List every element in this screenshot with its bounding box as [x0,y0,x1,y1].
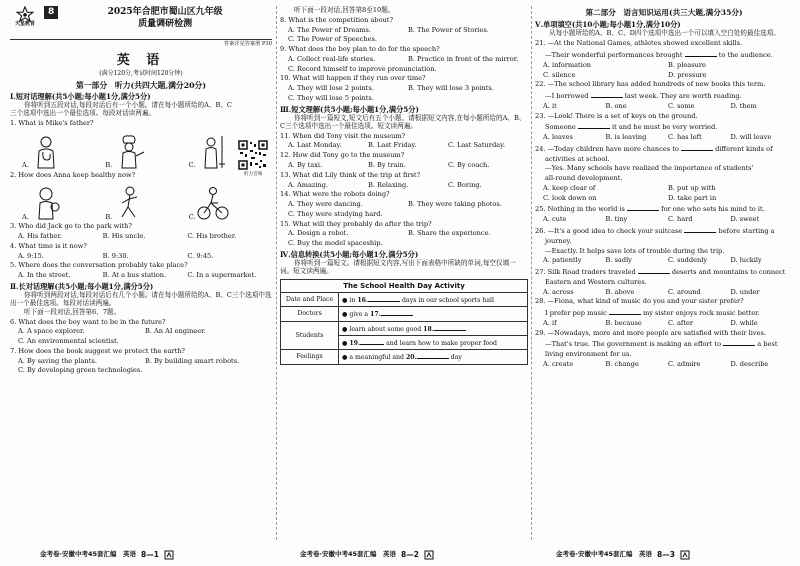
q22-option-c[interactable]: C. some [668,101,695,110]
row-text: ● a meaningful and [342,354,405,362]
section3-title: Ⅲ.短文理解(共5小题;每小题1分,满分5分) [280,104,419,114]
q8-option-c[interactable]: C. The Power of Speeches. [288,35,377,44]
q13-option-a[interactable]: A. Amazing. [288,180,329,189]
question-text: Someone [545,123,576,132]
q2-option-c[interactable] [189,185,272,221]
question-13-options [280,182,528,190]
question-text: 25. Nothing in the world is [535,205,625,214]
column-divider-2 [531,6,532,540]
question-text: I prefer pop music [545,309,607,318]
section5-title: Ⅴ.单项填空(共10小题;每小题1分,满分10分) [535,19,681,29]
row-label-students: Students [281,321,339,350]
question-28-reply [535,308,793,318]
q2-option-a[interactable] [22,185,105,221]
question-11-options [280,142,528,150]
footer-page-3 [556,550,690,560]
section1-title: Ⅰ.短对话理解(共5小题;每小题1分,满分5分) [10,91,151,101]
question-23: 23. —Look! There is a set of keys on the ground. [535,111,698,120]
q4-option-b[interactable]: B. 9:30. [102,251,129,260]
q7-option-c[interactable]: C. By developing green technologies. [18,366,143,375]
row-content-students-a [339,321,528,335]
question-1-pictures [10,130,272,170]
q29-option-b[interactable]: B. change [605,359,639,368]
part1-title: 第一部分 听力(共四大题,满分20分) [75,80,207,90]
section4-title: Ⅳ.信息转换(共5小题;每小题1分,满分5分) [280,249,419,259]
q28-option-a[interactable]: A. if [543,318,557,327]
question-text: a best [757,340,778,349]
question-24-options-2 [535,195,793,203]
q24-option-d[interactable]: D. take part in [668,193,717,202]
q5-option-c[interactable]: C. In a supermarket. [187,271,257,280]
row-content-date-place [339,293,528,307]
question-text: to the audience. [718,50,773,59]
q7-option-b[interactable]: B. By building smart robots. [145,356,240,365]
q12-option-c[interactable]: C. By coach. [448,160,490,169]
q22-option-d[interactable]: D. them [730,101,757,110]
footer-text: 金考卷·安徽中考45套汇编 英语 [300,550,397,559]
q23-option-b[interactable]: B. is leaving [605,133,647,142]
answer-blank-16[interactable] [368,295,400,302]
question-14-option-c-row [280,211,528,219]
q23-option-a[interactable]: A. leaves [543,133,573,142]
paper-number-badge: 8 [44,6,58,19]
column-3 [535,6,793,540]
q25-option-a[interactable]: A. cute [543,215,567,224]
q10-option-c[interactable]: C. They will lose 5 points. [288,93,374,102]
exam-title-line2: 质量调研检测 [138,19,193,30]
answer-blank-24[interactable] [681,144,713,151]
question-21: 21. —At the National Games, athletes showed excellent skills. [535,39,743,48]
question-25-options [535,216,793,224]
table-row [281,350,528,364]
star-logo-icon [16,6,34,22]
q23-option-c[interactable]: C. has left [668,133,702,142]
chef-icon [112,134,146,170]
qr-code-label: 听力音频 [243,172,263,177]
column-1 [10,6,272,540]
q9-option-b[interactable]: B. Practice in front of the mirror. [408,54,519,63]
footer-page-1 [40,550,174,560]
q3-option-c[interactable]: C. His brother. [187,232,237,241]
answer-reference: 答案详见答案册 P30 [223,41,272,47]
question-text: my sister enjoys rock music better. [642,309,760,318]
answer-blank-19[interactable] [360,338,384,345]
q14-option-b[interactable]: B. They were taking photos. [408,200,502,209]
q27-option-a[interactable]: A. across [543,287,574,296]
q28-option-d[interactable]: D. while [730,318,758,327]
footer-page-2 [300,550,434,560]
row-text: ● in [342,297,356,305]
question-26-line2: journey. [545,236,572,245]
question-8-options [280,27,528,35]
q28-option-c[interactable]: C. after [668,318,694,327]
question-28-options [535,320,793,328]
question-22-reply [535,91,793,101]
q26-option-d[interactable]: D. luckily [730,256,762,265]
question-9-options [280,56,528,64]
question-7-options [10,358,272,366]
q21-option-c[interactable]: C. silence [543,70,576,79]
option-letter: A. [22,212,29,221]
q14-option-a[interactable]: A. They were dancing. [288,200,363,209]
blank-number: 16. [357,297,369,305]
answer-blank-21[interactable] [685,50,717,57]
girl-eating-icon [29,185,63,221]
question-7: 7. How does the book suggest we protect the earth? [10,346,185,355]
question-text: different kinds of [715,144,773,153]
q3-option-b[interactable]: B. His uncle. [102,232,146,241]
q5-option-a[interactable]: A. In the street. [18,271,71,280]
question-6: 6. What does the boy want to be in the future? [10,317,166,326]
question-13: 13. What did Lily think of the trip at first? [280,170,421,179]
q11-option-c[interactable]: C. Last Saturday. [448,141,506,150]
question-12: 12. How did Tony go to the museum? [280,151,405,160]
cycling-icon [196,185,230,221]
q5-option-b[interactable]: B. At a bus station. [102,271,167,280]
question-21-options-2 [535,72,793,80]
question-4: 4. What time is it now? [10,241,87,250]
gold-exam-logo-icon [424,550,434,560]
question-2: 2. How does Anna keep healthy now? [10,170,136,179]
q6-option-b[interactable]: B. An AI engineer. [145,327,206,336]
doctor-icon [29,134,63,170]
q26-option-a[interactable]: A. patiently [543,256,582,265]
row-text: day [450,354,462,362]
blank-number: 19. [349,340,361,348]
q24-option-c[interactable]: C. look down on [543,193,597,202]
q6-option-c[interactable]: C. An environmental scientist. [18,337,119,346]
question-10: 10. What will happen if they run over time? [280,74,426,83]
blank-number: 17. [370,311,381,319]
q29-option-a[interactable]: A. create [543,359,574,368]
question-24-line2: activities at school. [545,154,610,163]
q11-option-b[interactable]: B. Last Friday. [368,141,417,150]
question-26-options [535,257,793,265]
question-text: 27. Silk Road traders traveled [535,268,636,277]
option-letter: A. [22,160,29,169]
farmer-icon [196,134,230,170]
brand-name: 天星教育 [14,21,35,27]
q13-option-b[interactable]: B. Relaxing. [368,180,409,189]
table-row [281,307,528,321]
question-11: 11. When did Tony visit the museum? [280,131,406,140]
q13-option-c[interactable]: C. Boring. [448,180,482,189]
q10-option-b[interactable]: B. They will lose 3 points. [408,84,494,93]
question-29-line3: living environment for us. [545,350,632,359]
answer-blank-25[interactable] [627,204,659,211]
question-9-option-c-row [280,66,528,74]
answer-blank-17[interactable] [381,309,413,316]
table-row [281,293,528,307]
q1-option-a[interactable] [22,134,105,170]
column-2 [280,6,528,540]
footer-text: 金考卷·安徽中考45套汇编 英语 [40,550,137,559]
answer-blank-29[interactable] [723,339,755,346]
question-15-options [280,230,528,238]
q2-option-b[interactable] [105,185,188,221]
question-1: 1. What is Mike's father? [10,118,94,127]
question-29-reply [535,339,793,349]
section1-instructions: 你将听到五段对话,每段对话后有一个小题。请在每小题所给的A、B、C三个选项中选出一个最佳选项。每段对话读两遍。 [10,101,232,117]
question-text: for one who sets his mind to it. [661,205,765,214]
question-27-line2: Eastern and Western cultures. [545,277,647,286]
q27-option-d[interactable]: D. under [730,287,760,296]
question-text: 26. —It's a good idea to check your suitcase [535,226,683,235]
q4-option-c[interactable]: C. 9:45. [187,251,214,260]
part2-title: 第二部分 语言知识运用(共三大题,满分35分) [585,8,743,17]
q25-option-c[interactable]: C. hard [668,215,693,224]
question-6-option-c-row [10,338,272,346]
q9-option-c[interactable]: C. Record himself to improve pronunciation. [288,64,437,73]
q26-option-c[interactable]: C. suddenly [668,256,708,265]
answer-blank-27[interactable] [638,267,670,274]
exam-title-line1: 2025年合肥市蜀山区九年级 [107,7,223,17]
q23-option-d[interactable]: D. will leave [730,133,772,142]
question-21-options [535,62,793,70]
q29-option-c[interactable]: C. admire [668,359,701,368]
q7-option-a[interactable]: A. By saving the plants. [18,356,97,365]
row-text: and learn how to make proper food [386,340,497,348]
q22-option-a[interactable]: A. it [543,101,557,110]
section2-subinstruction: 听下面一段对话,回答第6、7题。 [24,307,121,316]
question-3: 3. Who did Jack go to the park with? [10,222,132,231]
question-5: 5. Where does the conversation probably take place? [10,261,188,270]
q24-option-a[interactable]: A. keep clear of [543,183,596,192]
question-8-option-c-row [280,36,528,44]
answer-blank-23[interactable] [578,122,610,129]
question-text: —I borrowed [545,92,589,101]
girl-running-icon [112,185,146,221]
q25-option-d[interactable]: D. sweet [730,215,760,224]
question-text: —Their wonderful performances brought [545,50,683,59]
question-text: deserts and mountains to connect [671,268,786,277]
q21-option-a[interactable]: A. information [543,60,592,69]
question-text: —That's true. The government is making an effort to [545,340,722,349]
question-22-options [535,103,793,111]
question-23-options [535,134,793,142]
q26-option-b[interactable]: B. sadly [605,256,632,265]
footer-page-number: 8—3 [657,549,675,559]
question-22: 22. —The school library has added hundreds of new books this term. [535,80,766,89]
q3-option-a[interactable]: A. His father. [18,232,62,241]
subject-title: 英 语 [116,53,166,69]
q12-option-b[interactable]: B. By train. [368,160,406,169]
q27-option-c[interactable]: C. around [668,287,701,296]
question-15: 15. What will they probably do after the trip? [280,219,432,228]
q10-option-a[interactable]: A. They will lose 2 points. [288,84,374,93]
question-5-options [10,272,272,280]
row-text: days in our school sports hall [402,297,495,305]
section5-instructions: 从每小题所给的A、B、C、D四个选项中选出一个可以填入空白处的最佳选项。 [549,29,780,38]
question-21-reply [535,50,793,60]
score-note: (满分120分,考试时间120分钟) [99,70,183,78]
row-content-students-b [339,336,528,350]
question-14-options [280,201,528,209]
question-12-options [280,162,528,170]
q27-option-b[interactable]: B. above [605,287,635,296]
question-24-reply: —Yes. Many schools have realized the importance of students' [545,164,754,173]
answer-blank-28[interactable] [609,308,641,315]
section2-title: Ⅱ.长对话理解(共5小题;每小题1分,满分5分) [10,281,154,291]
question-3-options [10,233,272,241]
question-9: 9. What does the boy plan to do for the speech? [280,45,440,54]
q15-option-a[interactable]: A. Design a robot. [288,229,349,238]
q9-option-a[interactable]: A. Collect real-life stories. [288,54,376,63]
option-letter: B. [105,160,113,169]
q8-option-b[interactable]: B. The Power of Stories. [408,25,489,34]
footer-text: 金考卷·安徽中考45套汇编 英语 [556,550,653,559]
question-7-option-c-row [10,367,272,375]
row-label-doctors: Doctors [281,307,339,321]
question-text: 24. —Today children have more chances to [535,144,679,153]
question-23-reply [535,122,793,132]
question-10-option-c-row [280,95,528,103]
question-26 [535,226,793,236]
question-28: 28. —Fiona, what kind of music do you and your sister prefer? [535,297,744,306]
question-25 [535,204,793,214]
blank-number: 18. [423,325,434,333]
question-2-pictures [10,181,272,221]
qr-code-icon[interactable] [238,140,268,170]
row-text: ● [342,340,348,348]
q14-option-c[interactable]: C. They were studying hard. [288,209,383,218]
question-27-options [535,289,793,297]
section2-subinstruction-2: 听下面一段对话,回答第8至10题。 [294,6,395,14]
exam-title [58,6,272,30]
blank-number: 20. [405,354,417,362]
q6-option-a[interactable]: A. A space explorer. [18,327,85,336]
question-14: 14. What were the robots doing? [280,190,390,199]
q21-option-b[interactable]: B. pleasure [668,60,706,69]
question-24 [535,144,793,154]
q15-option-b[interactable]: B. Share the experience. [408,229,491,238]
question-27 [535,267,793,277]
column-divider-1 [276,6,277,540]
option-letter: C. [188,160,196,169]
section3-instructions: 你将听到一篇短文,短文后有五个小题。请根据短文内容,在每小题所给的A、B、C三个选项中选出一个最佳选项。短文读两遍。 [280,114,526,130]
row-text: ● give a [342,311,369,319]
row-content-feelings [339,350,528,364]
question-text: before starting a [718,226,775,235]
footer-page-number: 8—2 [401,549,419,559]
question-text: last week. They are worth reading. [624,92,742,101]
answer-blank-20[interactable] [417,352,449,359]
q24-option-b[interactable]: B. put up with [668,183,716,192]
question-6-options [10,328,272,336]
row-label-date-place: Date and Place [281,293,339,307]
row-content-doctors [339,307,528,321]
question-26-reply: —Exactly. It helps save lots of trouble during the trip. [545,246,725,255]
question-24-options [535,185,793,193]
q1-option-b[interactable] [105,134,188,170]
q15-option-c[interactable]: C. Buy the model spaceship. [288,239,383,248]
row-label-feelings: Feelings [281,350,339,364]
q4-option-a[interactable]: A. 9:15. [18,251,44,260]
gold-exam-logo-icon [164,550,174,560]
brand-logo [10,6,40,36]
q28-option-b[interactable]: B. because [605,318,642,327]
gold-exam-logo-icon [680,550,690,560]
question-29-options [535,361,793,369]
question-4-options [10,253,272,261]
q25-option-b[interactable]: B. tiny [605,215,628,224]
option-letter: B. [105,212,113,221]
question-10-options [280,85,528,93]
q21-option-d[interactable]: D. pressure [668,70,707,79]
q22-option-b[interactable]: B. one [605,101,627,110]
activity-table-title: The School Health Day Activity [281,279,528,292]
answer-blank-26[interactable] [684,226,716,233]
footer-page-number: 8—1 [141,549,159,559]
question-15-option-c-row [280,240,528,248]
table-row [281,321,528,335]
q11-option-a[interactable]: A. Last Monday. [288,141,342,150]
activity-table [280,279,528,365]
question-text: it and he must be very worried. [611,123,718,132]
q29-option-d[interactable]: D. describe [730,359,769,368]
section4-instructions: 你将听到一篇短文。请根据短文内容,写出下面表格中所缺的单词,每空仅填一词。短文读两遍。 [280,259,516,276]
answer-blank-18[interactable] [434,324,466,331]
question-24-reply-line2: all-round development. [545,174,623,183]
answer-blank-22[interactable] [591,91,623,98]
section2-instructions: 你将听到两段对话,每段对话后有几个小题。请在每小题所给的A、B、C三个选项中选出一个最佳选项。每段对话读两遍。 [10,291,272,308]
q12-option-a[interactable]: A. By taxi. [288,160,323,169]
exam-header [10,6,272,40]
row-text: ● learn about some good [342,325,422,333]
q8-option-a[interactable]: A. The Power of Dreams. [288,25,372,34]
question-8: 8. What is the competition about? [280,15,393,24]
option-letter: C. [188,212,196,221]
question-29: 29. —Nowadays, more and more people are satisfied with their lives. [535,328,766,337]
